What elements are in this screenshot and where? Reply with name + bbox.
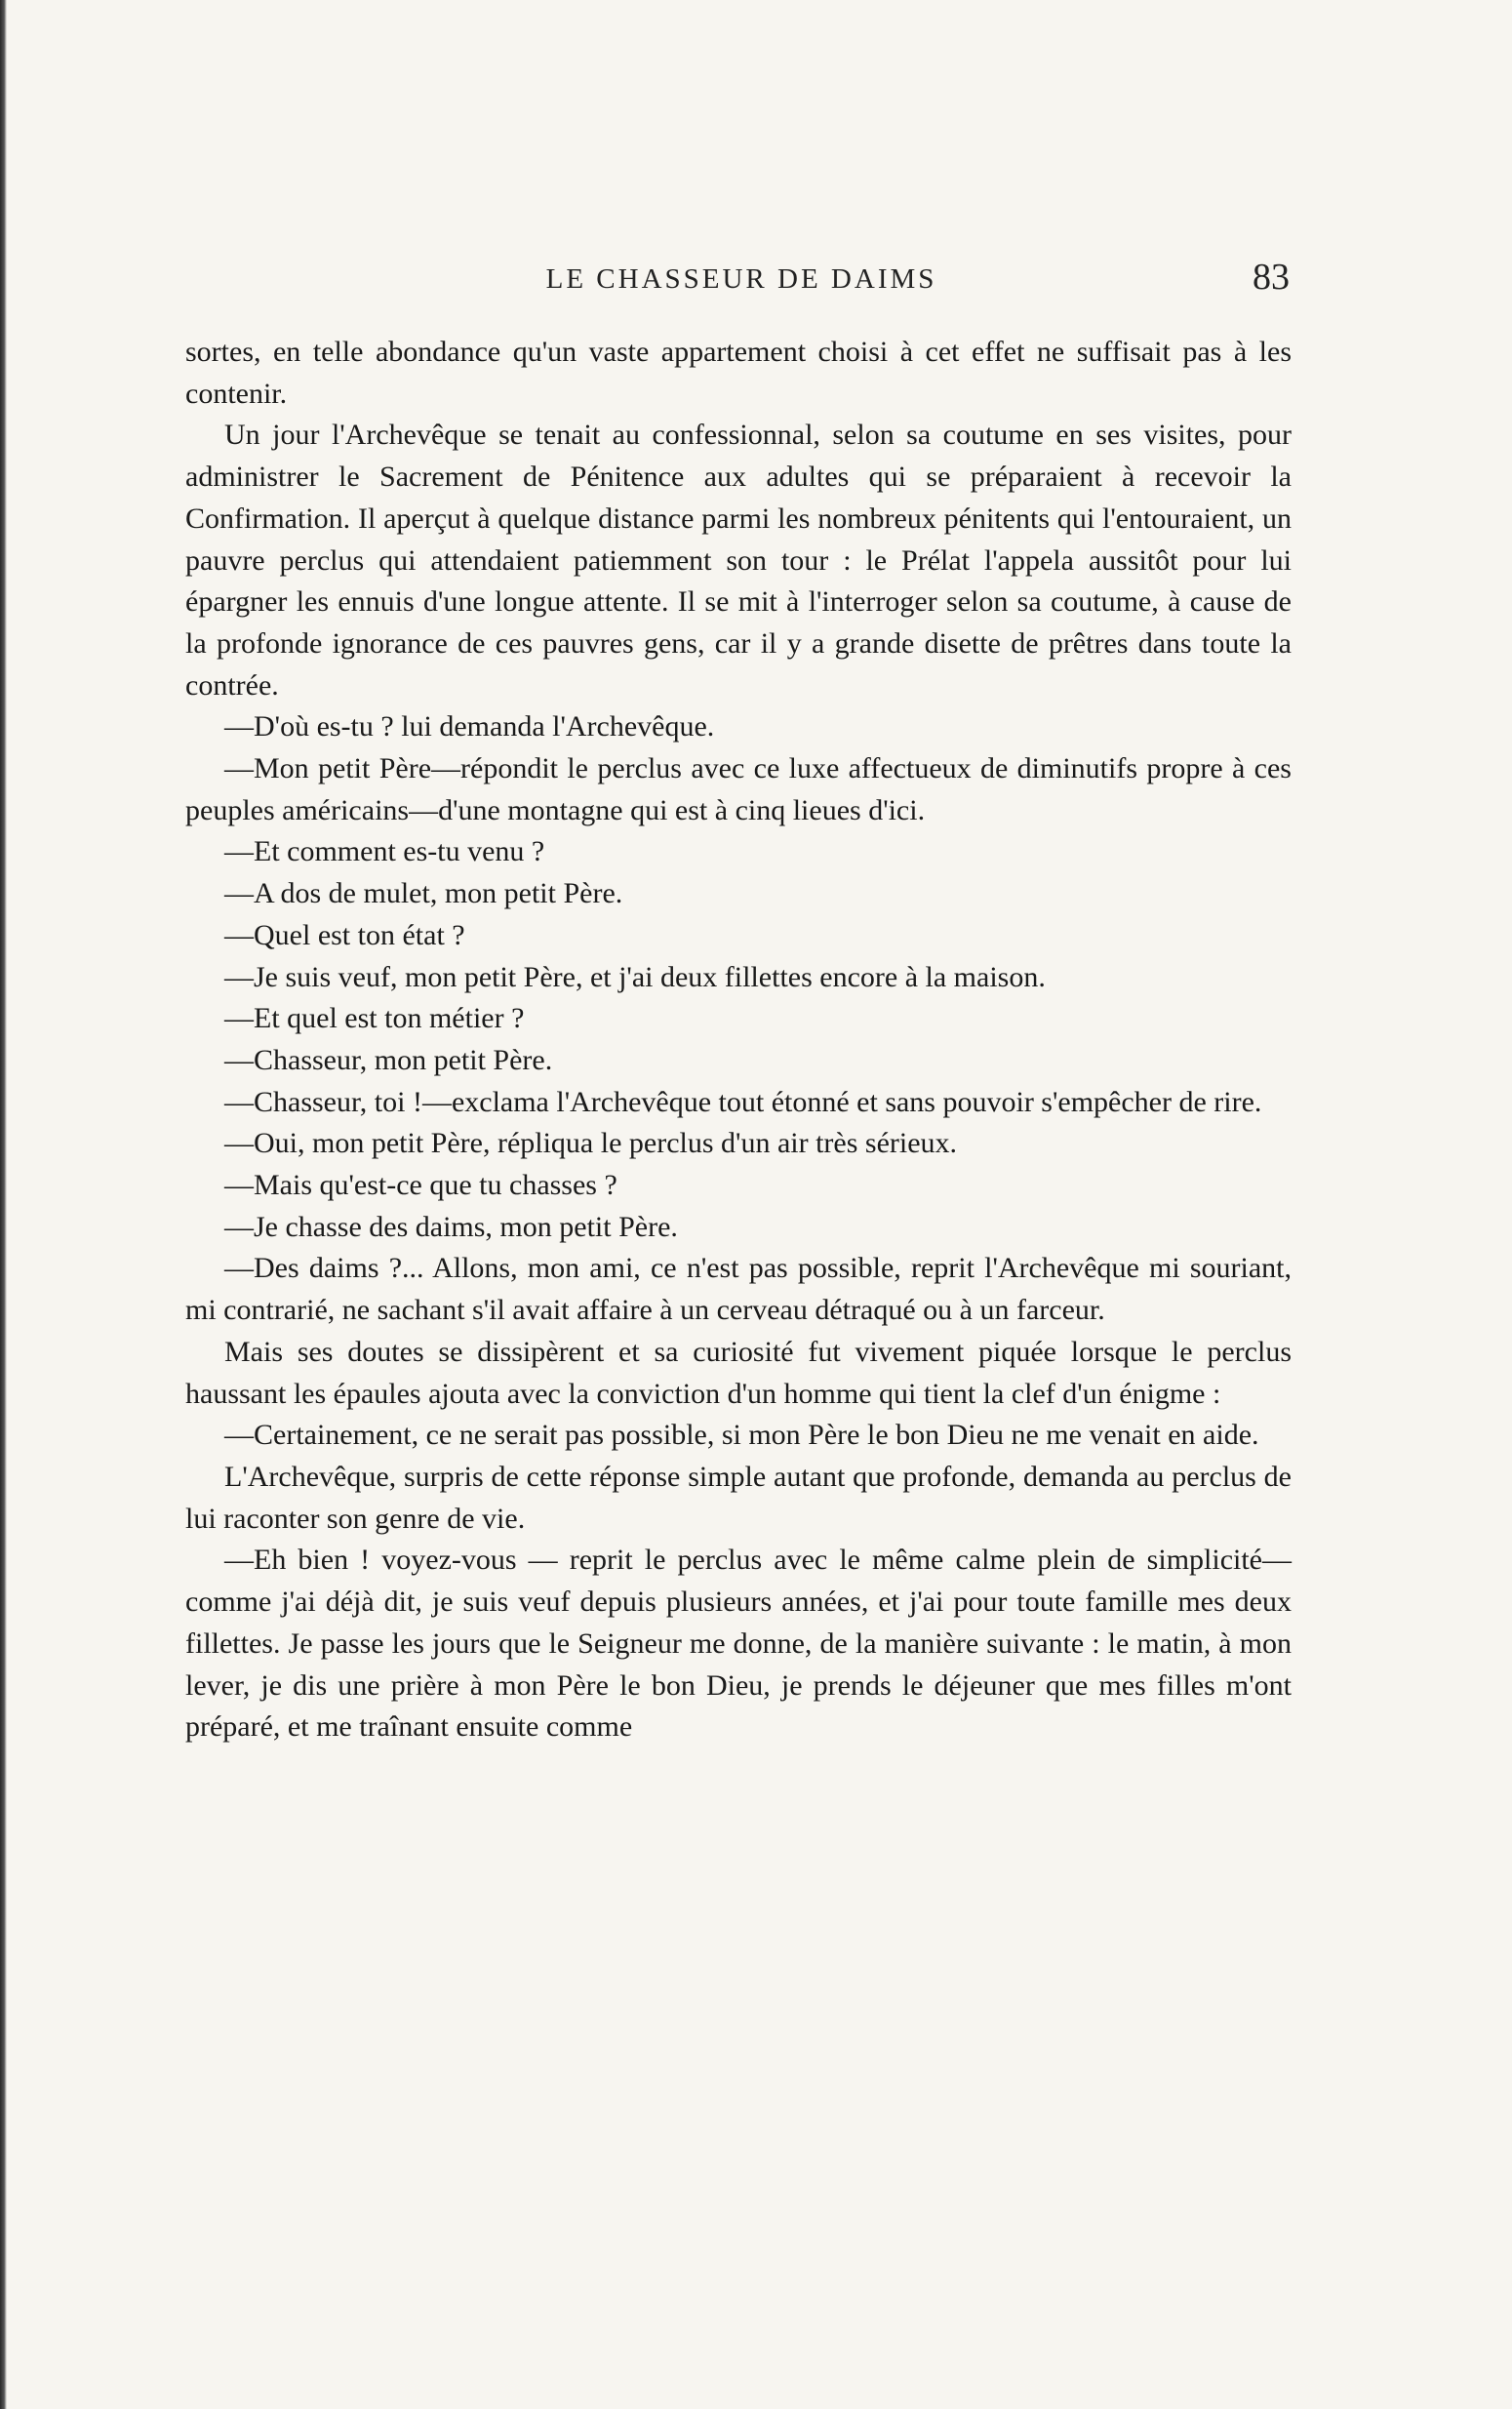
page-binding-edge	[0, 0, 7, 2409]
page-header	[185, 256, 1297, 304]
dialogue-line: —Mais qu'est-ce que tu chasses ?	[224, 1169, 617, 1202]
running-title: LE CHASSEUR DE DAIMS	[545, 263, 937, 295]
dialogue-line: —Quel est ton état ?	[224, 918, 465, 951]
dialogue-line: —D'où es-tu ? lui demanda l'Archevêque.	[224, 710, 715, 743]
body-text	[185, 332, 1292, 1748]
dialogue-line: —A dos de mulet, mon petit Père.	[224, 877, 623, 910]
paragraph: sortes, en telle abondance qu'un vaste appartement choisi à cet effet ne suffisait pas à les contenir.	[185, 336, 1292, 410]
dialogue-line: —Eh bien ! voyez-vous — reprit le perclus avec le même calme plein de simplicité—comme j'ai déjà dit, je suis veuf depuis plusieurs années, et j'ai pour toute famille mes deux fillettes. Je passe les jours que le Seigneur me donne, de la manière suivante : le matin, à mon lever, je dis une prière à mon Père le bon Dieu, je prends le déjeuner que mes filles m'ont préparé, et me traînant ensuite comme	[185, 1544, 1292, 1744]
paragraph: Mais ses doutes se dissipèrent et sa curiosité fut vivement piquée lorsque le perclus haussant les épaules ajouta avec la conviction d'un homme qui tient la clef d'un énigme :	[185, 1335, 1292, 1410]
dialogue-line: —Chasseur, toi !—exclama l'Archevêque tout étonné et sans pouvoir s'empêcher de rire.	[224, 1085, 1262, 1118]
dialogue-line: —Certainement, ce ne serait pas possible, si mon Père le bon Dieu ne me venait en aide.	[224, 1419, 1259, 1452]
dialogue-line: —Oui, mon petit Père, répliqua le perclus d'un air très sérieux.	[224, 1127, 958, 1160]
page-number: 83	[1253, 257, 1290, 298]
paragraph: L'Archevêque, surpris de cette réponse simple autant que profonde, demanda au perclus de lui raconter son genre de vie.	[185, 1460, 1292, 1535]
dialogue-line: —Chasseur, mon petit Père.	[224, 1043, 553, 1076]
dialogue-line: —Des daims ?... Allons, mon ami, ce n'est pas possible, reprit l'Archevêque mi souriant, mi contrarié, ne sachant s'il avait affaire à un cerveau détraqué ou à un farceur.	[185, 1252, 1292, 1327]
paragraph: Un jour l'Archevêque se tenait au confessionnal, selon sa coutume en ses visites, pour administrer le Sacrement de Pénitence aux adultes qui se préparaient à recevoir la Confirmation. Il aperçut à quelque distance parmi les nombreux pénitents qui l'entouraient, un pauvre perclus qui attendaient patiemment son tour : le Prélat l'appela aussitôt pour lui épargner les ennuis d'une longue attente. Il se mit à l'interroger selon sa coutume, à cause de la profonde ignorance de ces pauvres gens, car il y a grande disette de prêtres dans toute la contrée.	[185, 419, 1292, 702]
dialogue-line: —Et quel est ton métier ?	[224, 1002, 525, 1035]
dialogue-line: —Et comment es-tu venu ?	[224, 835, 545, 868]
dialogue-line: —Je chasse des daims, mon petit Père.	[224, 1210, 678, 1243]
dialogue-line: —Je suis veuf, mon petit Père, et j'ai deux fillettes encore à la maison.	[224, 960, 1046, 993]
dialogue-line: —Mon petit Père—répondit le perclus avec ce luxe affectueux de diminutifs propre à ces peuples américains—d'une montagne qui est à cinq lieues d'ici.	[185, 752, 1292, 826]
